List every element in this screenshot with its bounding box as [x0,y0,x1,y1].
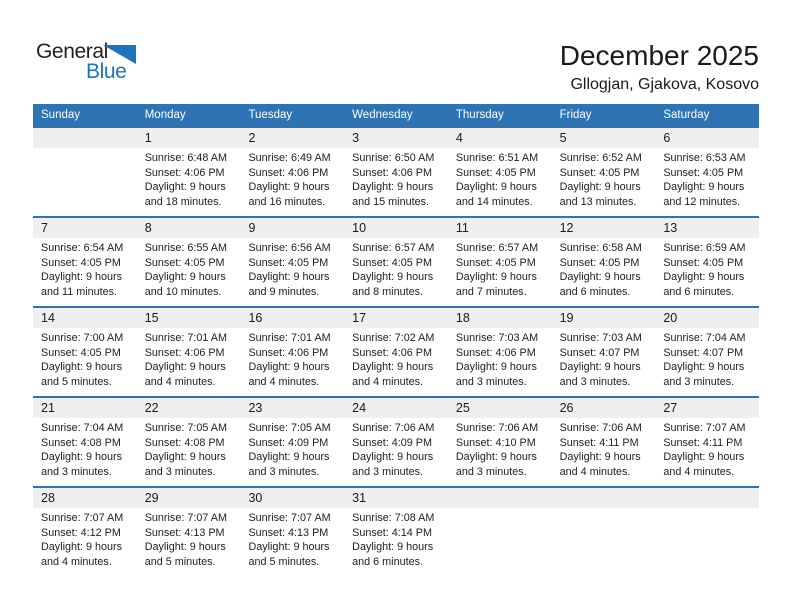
day-number: 22 [144,401,159,415]
day-cell-17 [344,308,448,396]
detail-line: Sunrise: 7:02 AM [352,332,435,344]
detail-line: and 3 minutes. [352,465,423,478]
day-cell-8 [137,218,241,306]
day-number: 10 [352,221,367,235]
detail-line: and 12 minutes. [663,195,741,208]
detail-line: Sunset: 4:06 PM [352,166,432,179]
day-cell-11 [448,218,552,306]
day-number: 29 [144,491,159,505]
detail-line: Sunrise: 7:06 AM [559,422,642,434]
day-number: 4 [455,131,463,145]
detail-line: Sunset: 4:05 PM [248,256,329,269]
detail-line: and 3 minutes. [41,465,112,478]
day-number: 31 [352,491,367,505]
day-number: 12 [559,221,574,235]
detail-line: Sunrise: 7:04 AM [41,422,124,434]
day-details [560,421,653,479]
weekday-header-tuesday: Tuesday [248,109,293,121]
day-cell-22 [137,398,241,486]
day-cell-6 [655,128,759,216]
detail-line: Sunset: 4:06 PM [248,166,329,179]
detail-line: Daylight: 9 hours [455,451,537,464]
day-number: 14 [41,311,55,325]
detail-line: and 3 minutes. [248,465,320,478]
detail-line: Sunrise: 6:52 AM [559,152,642,164]
detail-line: Sunset: 4:05 PM [144,256,225,269]
detail-line: Sunset: 4:09 PM [352,436,432,449]
weekday-header-thursday: Thursday [455,109,504,121]
detail-line: Sunrise: 7:03 AM [559,332,642,344]
detail-line: and 13 minutes. [559,195,637,208]
detail-line: Daylight: 9 hours [663,271,745,284]
day-details [248,511,341,569]
detail-line: and 7 minutes. [455,285,527,298]
weekday-header-row [33,104,759,126]
day-number: 2 [248,131,256,145]
empty-day-cell [33,128,137,216]
detail-line: Sunrise: 6:54 AM [41,242,124,254]
detail-line: Daylight: 9 hours [663,361,745,374]
detail-line: Sunrise: 7:05 AM [144,422,227,434]
detail-line: Sunset: 4:05 PM [41,346,121,359]
empty-day-cell [448,488,552,571]
day-cell-30 [240,488,344,571]
detail-line: and 4 minutes. [144,375,216,388]
detail-line: Daylight: 9 hours [455,181,537,194]
detail-line: Daylight: 9 hours [144,541,226,554]
detail-line: Sunrise: 6:48 AM [144,152,227,164]
day-cell-4 [448,128,552,216]
detail-line: Sunset: 4:09 PM [248,436,329,449]
detail-line: Sunset: 4:06 PM [144,166,225,179]
day-number: 15 [144,311,159,325]
detail-line: Daylight: 9 hours [559,361,641,374]
detail-line: and 4 minutes. [663,465,735,478]
day-number [41,128,134,148]
detail-line: Sunrise: 6:57 AM [352,242,435,254]
day-details [145,421,238,479]
page-title: December 2025 [559,40,759,71]
detail-line: Sunset: 4:06 PM [144,346,225,359]
day-details [41,241,134,299]
day-number: 16 [248,311,263,325]
day-number: 30 [248,491,263,505]
detail-line: Daylight: 9 hours [41,451,123,464]
calendar-table [33,104,759,571]
day-number: 20 [663,311,678,325]
day-cell-12 [552,218,656,306]
day-number: 5 [559,131,567,145]
day-number: 19 [559,311,574,325]
day-details [41,511,134,569]
day-details [560,241,653,299]
detail-line: Daylight: 9 hours [352,451,434,464]
detail-line: and 4 minutes. [559,465,631,478]
day-cell-5 [552,128,656,216]
day-cell-18 [448,308,552,396]
day-number: 6 [663,131,671,145]
day-cell-20 [655,308,759,396]
day-details [456,331,549,389]
day-number: 21 [41,401,55,415]
detail-line: Sunrise: 6:56 AM [248,242,331,254]
day-details [663,421,756,479]
day-details [145,511,238,569]
detail-line: and 3 minutes. [144,465,216,478]
detail-line: Sunrise: 6:51 AM [455,152,539,164]
day-number: 3 [352,131,360,145]
detail-line: and 3 minutes. [663,375,735,388]
detail-line: Sunset: 4:08 PM [144,436,225,449]
day-number: 28 [41,491,55,505]
detail-line: Sunset: 4:07 PM [559,346,640,359]
detail-line: and 8 minutes. [352,285,423,298]
general-blue-logo [36,40,146,86]
day-cell-10 [344,218,448,306]
calendar-weeks [33,126,759,571]
day-cell-2 [240,128,344,216]
detail-line: Sunset: 4:07 PM [663,346,744,359]
day-details [145,151,238,209]
detail-line: Sunrise: 6:55 AM [144,242,227,254]
detail-line: Sunrise: 7:01 AM [144,332,227,344]
day-number: 8 [144,221,152,235]
detail-line: Daylight: 9 hours [663,451,745,464]
detail-line: Sunrise: 7:07 AM [248,512,331,524]
week-row [33,396,759,486]
day-number [663,488,756,508]
week-row [33,126,759,216]
detail-line: Daylight: 9 hours [248,541,330,554]
detail-line: Sunset: 4:05 PM [559,166,640,179]
day-number [456,488,549,508]
day-cell-16 [240,308,344,396]
detail-line: and 6 minutes. [663,285,735,298]
detail-line: Sunrise: 7:03 AM [455,332,539,344]
detail-line: Sunset: 4:05 PM [455,256,536,269]
detail-line: Sunset: 4:06 PM [352,346,432,359]
day-cell-19 [552,308,656,396]
detail-line: Daylight: 9 hours [559,451,641,464]
detail-line: Sunrise: 6:53 AM [663,152,746,164]
detail-line: Daylight: 9 hours [144,271,226,284]
weekday-header-monday: Monday [144,109,186,121]
day-number: 1 [144,131,152,145]
detail-line: and 5 minutes. [41,375,112,388]
day-details [663,241,756,299]
day-cell-25 [448,398,552,486]
day-number: 13 [663,221,678,235]
detail-line: and 3 minutes. [455,375,527,388]
detail-line: and 16 minutes. [248,195,326,208]
weekday-header-friday: Friday [559,109,592,121]
detail-line: Daylight: 9 hours [41,271,123,284]
detail-line: Sunset: 4:05 PM [41,256,121,269]
detail-line: Daylight: 9 hours [248,181,330,194]
detail-line: and 9 minutes. [248,285,320,298]
detail-line: Sunset: 4:05 PM [663,166,744,179]
detail-line: Sunset: 4:13 PM [144,526,225,539]
day-number: 24 [352,401,367,415]
day-details [248,421,341,479]
day-details [352,331,445,389]
detail-line: Daylight: 9 hours [352,181,434,194]
detail-line: Sunrise: 7:07 AM [41,512,124,524]
day-number: 7 [41,221,48,235]
day-details [560,331,653,389]
day-details [560,151,653,209]
detail-line: Sunrise: 6:58 AM [559,242,642,254]
day-cell-1 [137,128,241,216]
day-number: 27 [663,401,678,415]
detail-line: Sunrise: 6:49 AM [248,152,331,164]
detail-line: Sunrise: 7:08 AM [352,512,435,524]
day-details [248,331,341,389]
day-cell-21 [33,398,137,486]
day-details [456,241,549,299]
day-cell-9 [240,218,344,306]
detail-line: Sunset: 4:11 PM [559,436,639,449]
detail-line: Daylight: 9 hours [144,361,226,374]
detail-line: Daylight: 9 hours [144,181,226,194]
page-subtitle: Gllogjan, Gjakova, Kosovo [570,76,759,93]
detail-line: Daylight: 9 hours [455,271,537,284]
day-cell-28 [33,488,137,571]
day-number: 26 [559,401,574,415]
day-number: 18 [455,311,470,325]
detail-line: Daylight: 9 hours [352,541,434,554]
day-cell-27 [655,398,759,486]
day-details [456,151,549,209]
detail-line: Daylight: 9 hours [248,271,330,284]
detail-line: and 10 minutes. [144,285,222,298]
day-details [145,331,238,389]
detail-line: and 4 minutes. [248,375,320,388]
detail-line: Daylight: 9 hours [352,271,434,284]
detail-line: Daylight: 9 hours [559,271,641,284]
day-details [41,421,134,479]
detail-line: Sunrise: 7:04 AM [663,332,746,344]
detail-line: Daylight: 9 hours [144,451,226,464]
detail-line: and 6 minutes. [352,555,423,568]
day-cell-13 [655,218,759,306]
detail-line: Sunset: 4:11 PM [663,436,743,449]
day-number: 25 [455,401,470,415]
logo-text-blue: Blue [86,60,127,83]
weekday-header-sunday: Sunday [41,109,81,121]
detail-line: Sunset: 4:05 PM [559,256,640,269]
week-row [33,216,759,306]
day-details [41,331,134,389]
day-number [560,488,653,508]
day-details [248,151,341,209]
detail-line: and 4 minutes. [352,375,423,388]
day-number: 11 [455,221,469,235]
detail-line: Sunrise: 6:57 AM [455,242,539,254]
detail-line: Daylight: 9 hours [41,361,123,374]
day-cell-31 [344,488,448,571]
detail-line: Daylight: 9 hours [352,361,434,374]
detail-line: and 3 minutes. [455,465,527,478]
day-cell-14 [33,308,137,396]
detail-line: and 5 minutes. [144,555,216,568]
weekday-header-wednesday: Wednesday [352,109,413,121]
week-row [33,486,759,571]
empty-day-cell [655,488,759,571]
detail-line: Sunset: 4:05 PM [352,256,432,269]
detail-line: Sunrise: 7:00 AM [41,332,124,344]
detail-line: Sunset: 4:10 PM [455,436,536,449]
detail-line: and 15 minutes. [352,195,429,208]
day-cell-29 [137,488,241,571]
empty-day-cell [552,488,656,571]
detail-line: Sunrise: 7:06 AM [455,422,539,434]
day-details [456,421,549,479]
detail-line: Sunrise: 6:50 AM [352,152,435,164]
detail-line: and 4 minutes. [41,555,112,568]
detail-line: Sunrise: 7:06 AM [352,422,435,434]
day-number: 9 [248,221,256,235]
detail-line: and 14 minutes. [455,195,533,208]
detail-line: Sunset: 4:13 PM [248,526,329,539]
day-details [248,241,341,299]
day-number: 23 [248,401,263,415]
day-cell-7 [33,218,137,306]
day-details [352,241,445,299]
weekday-header-saturday: Saturday [663,109,710,121]
detail-line: Daylight: 9 hours [663,181,745,194]
detail-line: and 6 minutes. [559,285,631,298]
day-details [663,331,756,389]
detail-line: Daylight: 9 hours [248,361,330,374]
detail-line: and 3 minutes. [559,375,631,388]
logo-text-general: General [36,40,108,63]
detail-line: Sunrise: 7:07 AM [144,512,227,524]
day-details [663,151,756,209]
day-cell-23 [240,398,344,486]
detail-line: Sunset: 4:06 PM [455,346,536,359]
day-details [352,421,445,479]
detail-line: Sunset: 4:05 PM [455,166,536,179]
day-number: 17 [352,311,367,325]
detail-line: Sunrise: 6:59 AM [663,242,746,254]
day-details [352,511,445,569]
day-cell-15 [137,308,241,396]
week-row [33,306,759,396]
day-details [145,241,238,299]
detail-line: Sunrise: 7:01 AM [248,332,331,344]
detail-line: Sunset: 4:05 PM [663,256,744,269]
detail-line: and 11 minutes. [41,285,118,298]
detail-line: Sunset: 4:06 PM [248,346,329,359]
detail-line: Sunrise: 7:07 AM [663,422,746,434]
day-cell-26 [552,398,656,486]
day-cell-24 [344,398,448,486]
detail-line: and 5 minutes. [248,555,320,568]
detail-line: Sunset: 4:08 PM [41,436,121,449]
day-details [352,151,445,209]
detail-line: Daylight: 9 hours [41,541,123,554]
day-cell-3 [344,128,448,216]
detail-line: Daylight: 9 hours [559,181,641,194]
detail-line: Sunset: 4:14 PM [352,526,432,539]
detail-line: and 18 minutes. [144,195,222,208]
detail-line: Sunset: 4:12 PM [41,526,121,539]
detail-line: Sunrise: 7:05 AM [248,422,331,434]
detail-line: Daylight: 9 hours [248,451,330,464]
detail-line: Daylight: 9 hours [455,361,537,374]
